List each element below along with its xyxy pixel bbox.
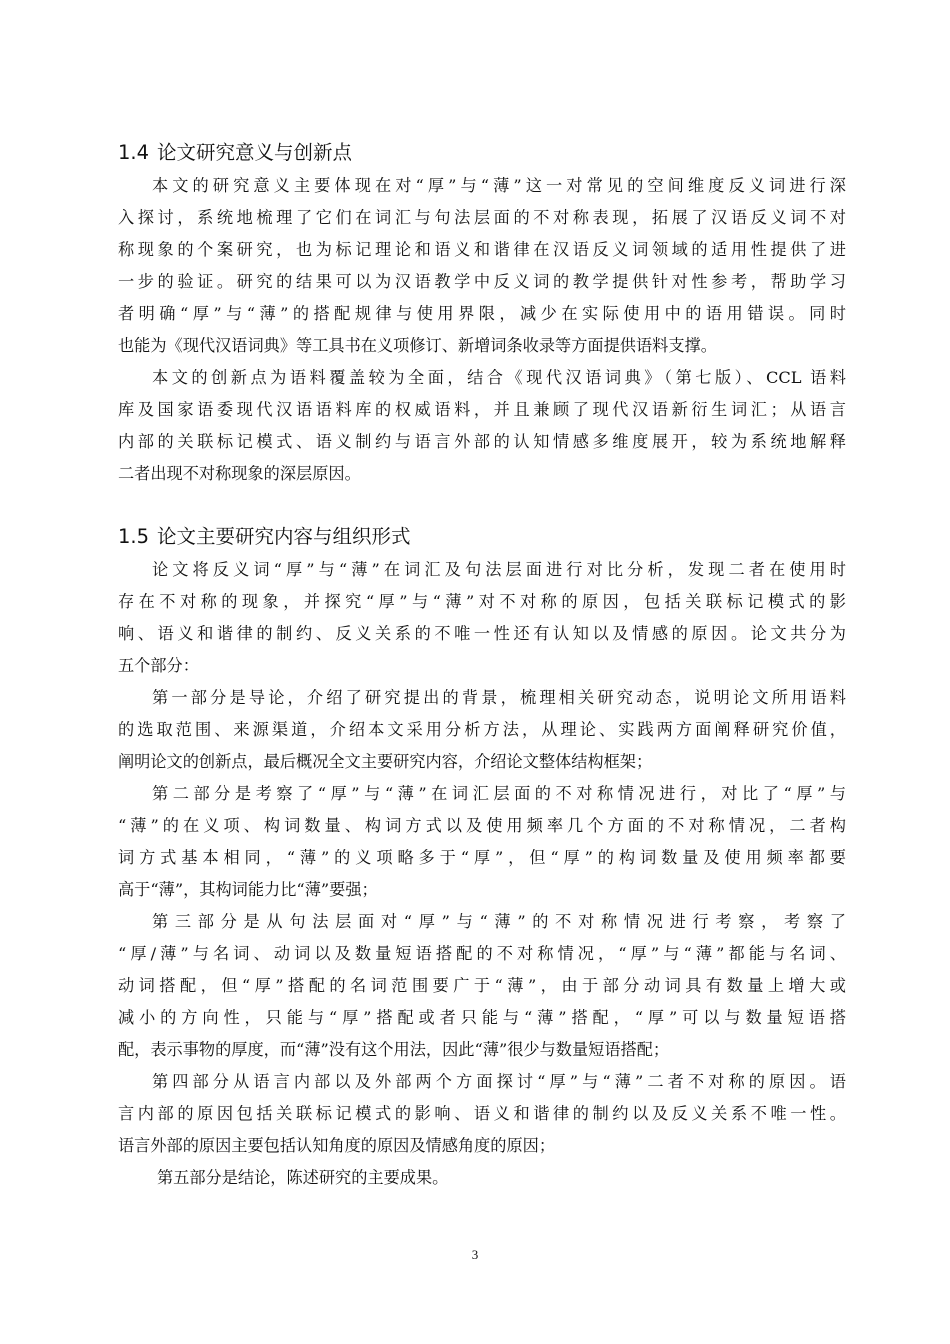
- text-line: 高于“薄”，其构词能力比“薄”要强；: [118, 880, 378, 899]
- section-number: 1.4: [118, 141, 150, 164]
- text-line: 词方式基本相同，“薄”的义项略多于“厚”，但“厚”的构词数量及使用频率都要: [118, 848, 846, 867]
- section-1-4: [118, 138, 846, 490]
- text-line: 内部的关联标记模式、语义制约与语言外部的认知情感多维度展开，较为系统地解释: [118, 432, 846, 451]
- paragraph: [118, 170, 846, 362]
- paragraph: [118, 906, 846, 1066]
- text-line: 动词搭配，但“厚”搭配的名词范围要广于“薄”，由于部分动词具有数量上增大或: [118, 976, 846, 995]
- text-line: “薄”的在义项、构词数量、构词方式以及使用频率几个方面的不对称情况，二者构: [118, 816, 846, 835]
- page-number: 3: [471, 1247, 479, 1262]
- paragraph: [118, 1162, 846, 1194]
- text-line: 也能为《现代汉语词典》等工具书在义项修订、新增词条收录等方面提供语料支撑。: [118, 336, 717, 355]
- text-line: 存在不对称的现象，并探究“厚”与“薄”对不对称的原因，包括关联标记模式的影: [118, 592, 846, 611]
- text-line: 的选取范围、来源渠道，介绍本文采用分析方法，从理论、实践两方面阐释研究价值，: [118, 720, 846, 739]
- text-line: 本文的创新点为语料覆盖较为全面，结合《现代汉语词典》（第七版）、CCL 语料: [152, 368, 846, 387]
- section-number: 1.5: [118, 525, 150, 548]
- text-line: 五个部分：: [118, 656, 199, 675]
- text-line: 本文的研究意义主要体现在对“厚”与“薄”这一对常见的空间维度反义词进行深: [152, 176, 846, 195]
- section-heading: [118, 522, 846, 552]
- text-line: 二者出现不对称现象的深层原因。: [118, 464, 361, 483]
- text-line: 阐明论文的创新点，最后概况全文主要研究内容，介绍论文整体结构框架；: [118, 752, 653, 771]
- paragraph: [118, 682, 846, 778]
- text-line: 一步的验证。研究的结果可以为汉语教学中反义词的教学提供针对性参考，帮助学习: [118, 272, 846, 291]
- text-line: “厚/薄”与名词、动词以及数量短语搭配的不对称情况，“厚”与“薄”都能与名词、: [118, 944, 846, 963]
- paragraph: [118, 554, 846, 682]
- text-line: 第二部分是考察了“厚”与“薄”在词汇层面的不对称情况进行，对比了“厚”与: [152, 784, 846, 803]
- text-line: 入探讨，系统地梳理了它们在词汇与句法层面的不对称表现，拓展了汉语反义词不对: [118, 208, 846, 227]
- paragraph: [118, 778, 846, 906]
- section-title: 论文主要研究内容与组织形式: [157, 525, 411, 548]
- paragraph: [118, 1066, 846, 1162]
- text-line: 减小的方向性，只能与“厚”搭配或者只能与“薄”搭配，“厚”可以与数量短语搭: [118, 1008, 846, 1027]
- text-line: 语言外部的原因主要包括认知角度的原因及情感角度的原因；: [118, 1136, 556, 1155]
- text-line: 者明确“厚”与“薄”的搭配规律与使用界限，减少在实际使用中的语用错误。同时: [118, 304, 846, 323]
- text-line: 第一部分是导论，介绍了研究提出的背景，梳理相关研究动态，说明论文所用语料: [152, 688, 846, 707]
- text-line: 库及国家语委现代汉语语料库的权威语料，并且兼顾了现代汉语新衍生词汇；从语言: [118, 400, 846, 419]
- paragraph: [118, 362, 846, 490]
- text-line: 称现象的个案研究，也为标记理论和语义和谐律在汉语反义词领域的适用性提供了进: [118, 240, 846, 259]
- text-line: 响、语义和谐律的制约、反义关系的不唯一性还有认知以及情感的原因。论文共分为: [118, 624, 846, 643]
- text-line: 言内部的原因包括关联标记模式的影响、语义和谐律的制约以及反义关系不唯一性。: [118, 1104, 846, 1123]
- text-line: 论文将反义词“厚”与“薄”在词汇及句法层面进行对比分析，发现二者在使用时: [152, 560, 846, 579]
- section-heading: [118, 138, 846, 168]
- section-title: 论文研究意义与创新点: [157, 141, 353, 164]
- text-line: 配，表示事物的厚度，而“薄”没有这个用法，因此“薄”很少与数量短语搭配；: [118, 1040, 670, 1059]
- text-line: 第四部分从语言内部以及外部两个方面探讨“厚”与“薄”二者不对称的原因。语: [152, 1072, 846, 1091]
- text-line: 第五部分是结论，陈述研究的主要成果。: [157, 1168, 449, 1187]
- section-1-5: [118, 522, 846, 1194]
- text-line: 第三部分是从句法层面对“厚”与“薄”的不对称情况进行考察，考察了: [152, 912, 846, 931]
